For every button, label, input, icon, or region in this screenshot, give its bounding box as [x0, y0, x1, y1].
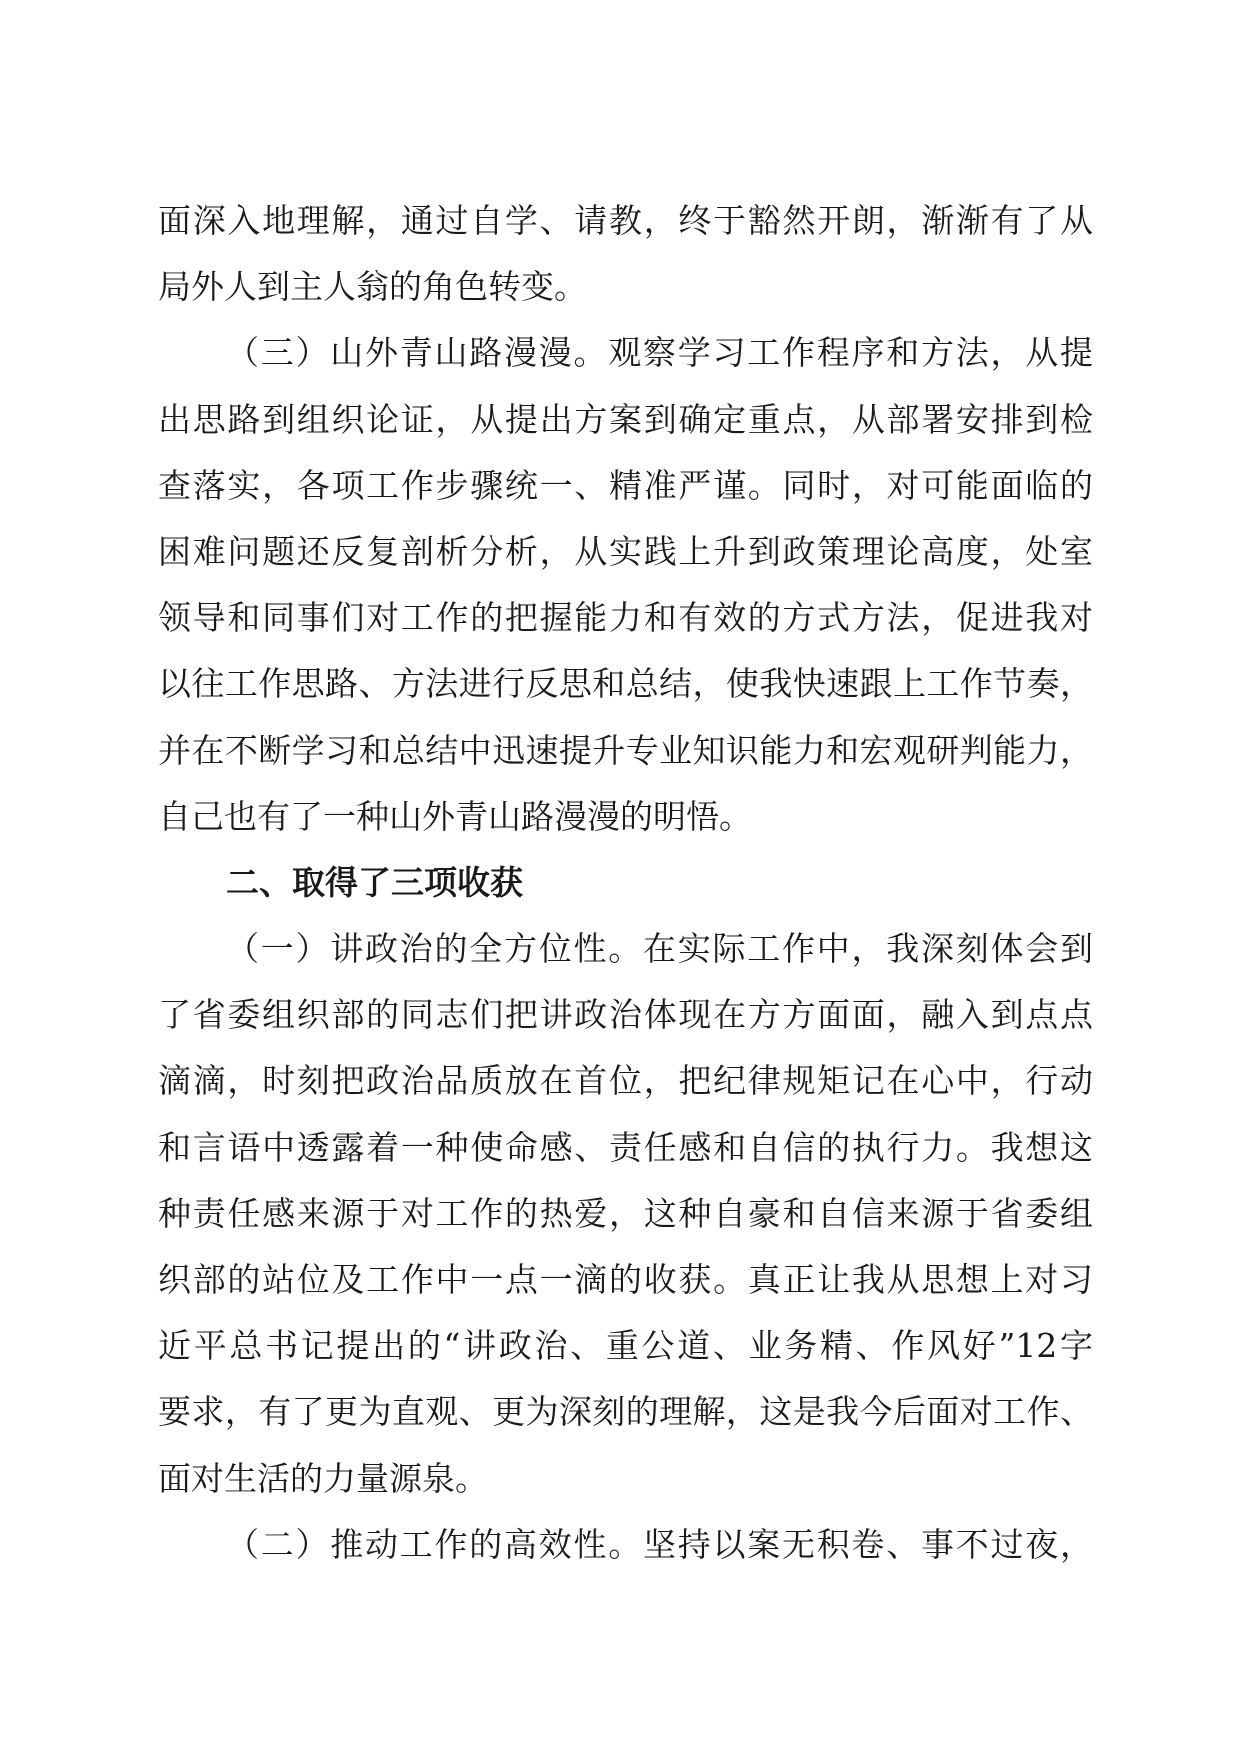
- text-line: 面对生活的力量源泉。: [158, 1458, 488, 1498]
- paragraph-three: [158, 320, 1093, 850]
- text-line: 局外人到主人翁的角色转变。: [158, 267, 587, 307]
- section-heading: 二、取得了三项收获: [226, 862, 523, 902]
- text-line: 了省委组织部的同志们把讲政治体现在方方面面，融入到点点: [158, 995, 1093, 1035]
- paragraph-continued: [158, 188, 1093, 320]
- paragraph-one: [158, 916, 1093, 1512]
- text-line: 滴滴，时刻把政治品质放在首位，把纪律规矩记在心中，行动: [158, 1061, 1093, 1101]
- text-line: （一）讲政治的全方位性。在实际工作中，我深刻体会到: [226, 929, 1093, 969]
- text-line: 以往工作思路、方法进行反思和总结，使我快速跟上工作节奏，: [158, 664, 1093, 704]
- text-line: 面深入地理解，通过自学、请教，终于豁然开朗，渐渐有了从: [158, 201, 1093, 240]
- text-line: 种责任感来源于对工作的热爱，这种自豪和自信来源于省委组: [158, 1193, 1093, 1233]
- text-line: 自己也有了一种山外青山路漫漫的明悟。: [158, 796, 752, 836]
- text-line: 出思路到组织论证，从提出方案到确定重点，从部署安排到检: [158, 399, 1093, 439]
- text-line: 织部的站位及工作中一点一滴的收获。真正让我从思想上对习: [158, 1260, 1093, 1299]
- text-line: 要求，有了更为直观、更为深刻的理解，这是我今后面对工作、: [158, 1392, 1093, 1432]
- document-body: [158, 188, 1093, 1578]
- text-line: （二）推动工作的高效性。坚持以案无积卷、事不过夜，: [226, 1524, 1093, 1564]
- text-line: （三）山外青山路漫漫。观察学习工作程序和方法，从提: [226, 333, 1093, 373]
- text-line: 领导和同事们对工作的把握能力和有效的方式方法，促进我对: [158, 598, 1093, 638]
- text-line: 查落实，各项工作步骤统一、精准严谨。同时，对可能面临的: [158, 465, 1093, 505]
- text-line: 困难问题还反复剖析分析，从实践上升到政策理论高度，处室: [158, 531, 1093, 571]
- text-line: 并在不断学习和总结中迅速提升专业知识能力和宏观研判能力，: [158, 730, 1093, 770]
- text-line: 近平总书记提出的“讲政治、重公道、业务精、作风好”12字: [158, 1326, 1093, 1366]
- text-line: 和言语中透露着一种使命感、责任感和自信的执行力。我想这: [158, 1127, 1093, 1167]
- paragraph-two: [158, 1512, 1093, 1578]
